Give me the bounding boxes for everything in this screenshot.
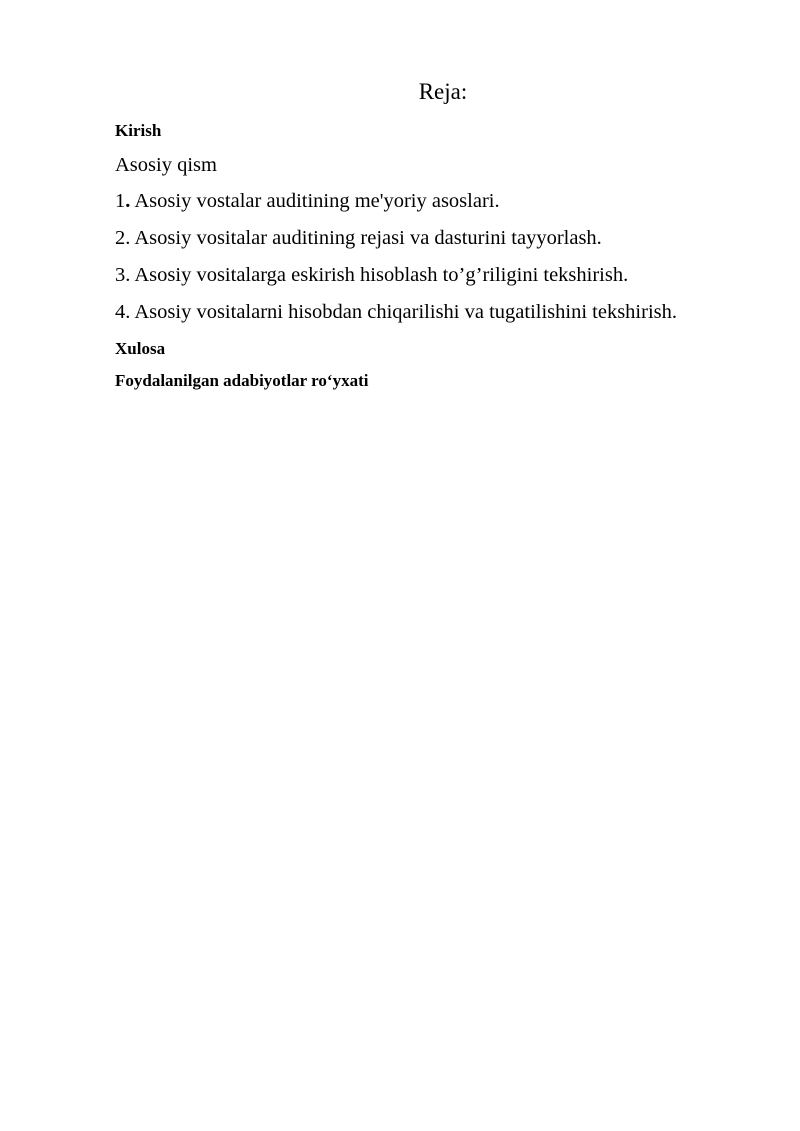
list-item-number: 1 [115, 190, 126, 212]
page-title: Reja: [418, 79, 468, 104]
intro-heading: Kirish [115, 121, 162, 140]
list-item [115, 226, 602, 250]
list-item [115, 263, 628, 287]
list-item-text: Asosiy vositalarga eskirish hisoblash to’g’riligini tekshirish. [130, 264, 629, 286]
list-item-number: 4. [115, 301, 131, 323]
list-item-number: 3. [115, 264, 131, 286]
list-item-text: Asosiy vositalar auditining rejasi va dasturini tayyorlash. [130, 227, 602, 249]
list-item-text: Asosiy vositalarni hisobdan chiqarilishi va tugatilishini tekshirish. [130, 301, 677, 323]
list-item-number: 2. [115, 227, 131, 249]
list-item [115, 300, 677, 324]
references-heading: Foydalanilgan adabiyotlar ro‘yxati [115, 371, 369, 390]
list-item-separator: . [125, 190, 131, 212]
main-part-heading: Asosiy qism [115, 154, 217, 176]
list-item-text: Asosiy vostalar auditining me'yoriy asoslari. [130, 190, 500, 212]
list-item [115, 189, 500, 213]
conclusion-heading: Xulosa [115, 339, 166, 358]
